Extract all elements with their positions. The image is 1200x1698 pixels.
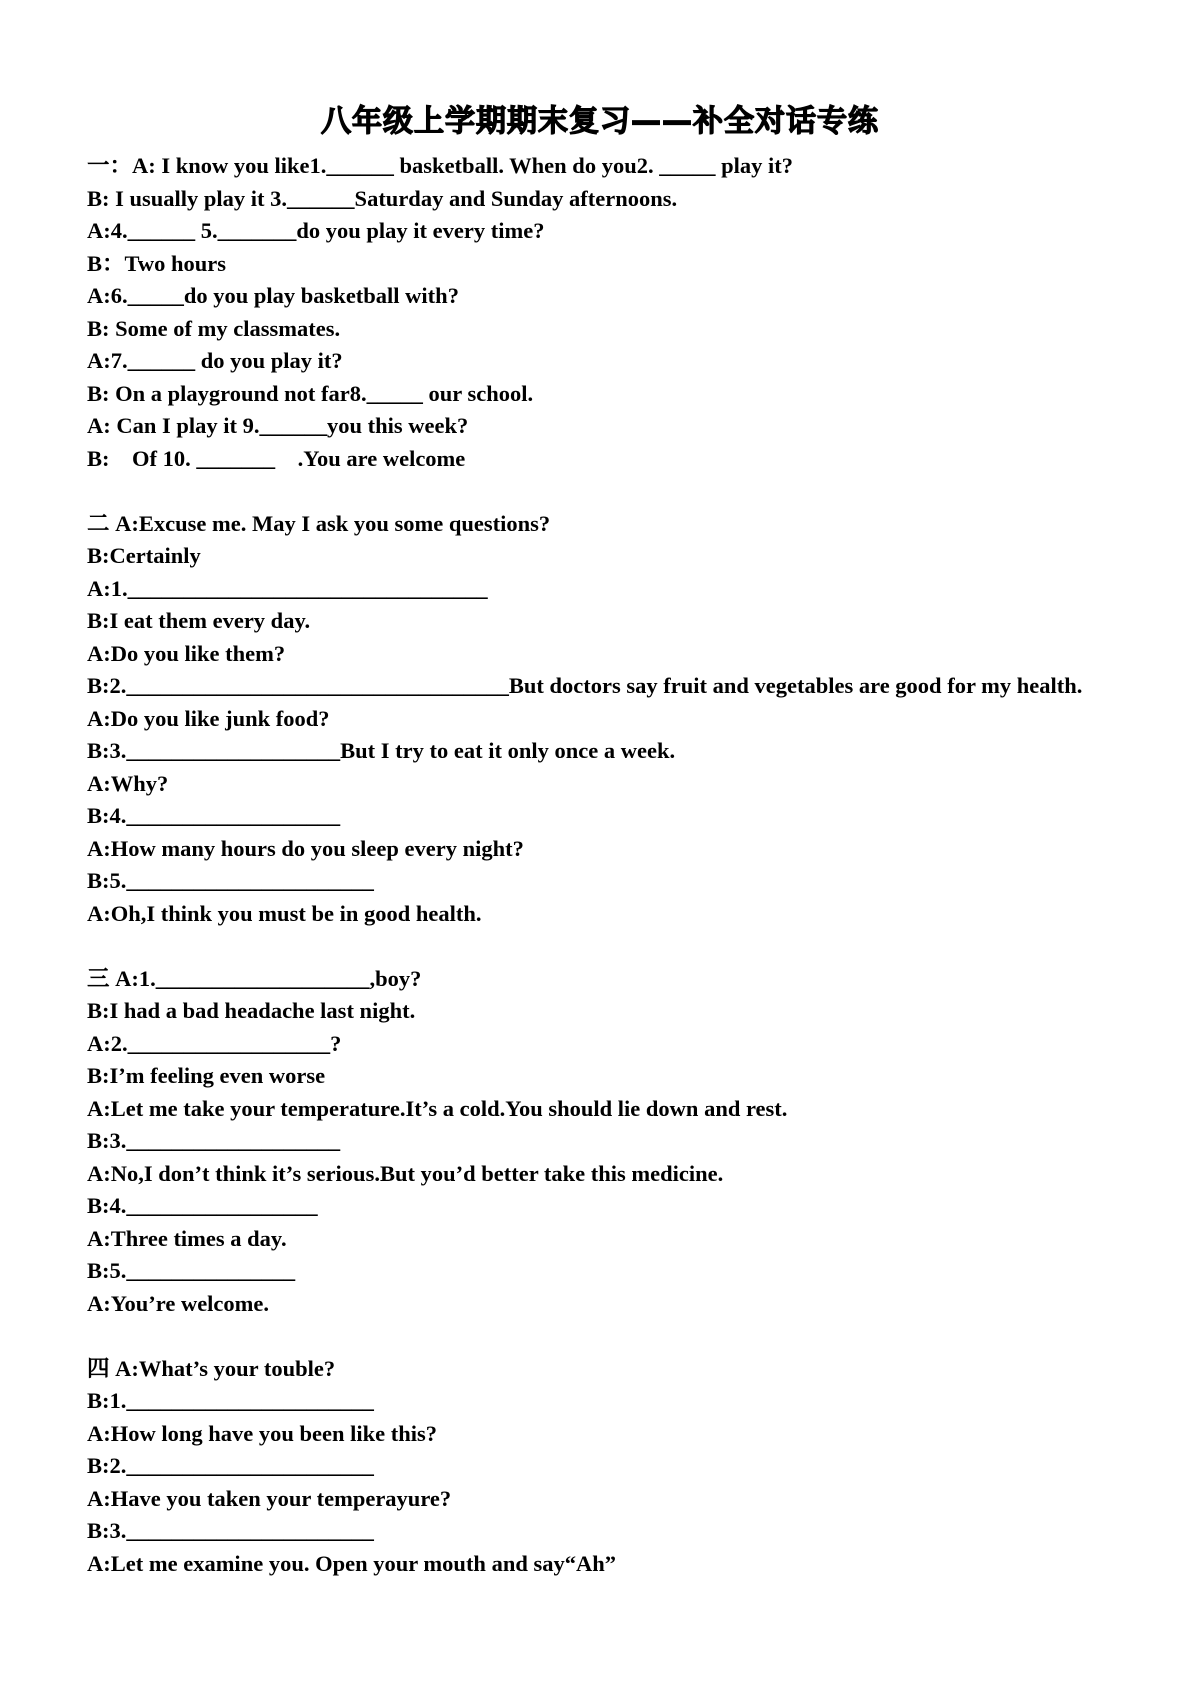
dialogue-line: B:I eat them every day. xyxy=(87,608,311,633)
dialogue-line: 四 A:What’s your touble? xyxy=(87,1355,336,1381)
dialogue-content xyxy=(87,150,1120,1580)
dialogue-line: A: Can I play it 9.______you this week? xyxy=(87,413,469,438)
dialogue-line: A:Let me examine you. Open your mouth and say“Ah” xyxy=(87,1550,616,1576)
dialogue-line: A:7.______ do you play it? xyxy=(87,348,343,373)
dialogue-line: B:2.__________________________________But doctors say fruit and vegetables are good for my health. xyxy=(87,673,1083,698)
dialogue-line: A:You’re welcome. xyxy=(87,1290,270,1316)
dialogue-line: B:5._______________ xyxy=(87,1258,296,1283)
dialogue-line: B: On a playground not far8._____ our school. xyxy=(87,380,534,406)
dialogue-section-3 xyxy=(87,963,1120,1321)
section-spacer xyxy=(87,1320,1120,1353)
dialogue-line: A:4.______ 5._______do you play it every time? xyxy=(87,218,545,243)
dialogue-line: A:1.________________________________ xyxy=(87,575,488,601)
dialogue-line: B: Of 10. _______ .You are welcome xyxy=(87,445,466,471)
dialogue-line: A:Oh,I think you must be in good health. xyxy=(87,900,482,926)
dialogue-line: B:3.___________________But I try to eat it only once a week. xyxy=(87,738,676,763)
dialogue-line: B:2.______________________ xyxy=(87,1453,374,1478)
dialogue-line: B:I had a bad headache last night. xyxy=(87,998,416,1023)
dialogue-line: A:Let me take your temperature.It’s a cold.You should lie down and rest. xyxy=(87,1095,788,1121)
dialogue-line: B：Two hours xyxy=(87,250,226,276)
dialogue-line: 二 A:Excuse me. May I ask you some questions? xyxy=(87,510,551,536)
dialogue-line: B:4._________________ xyxy=(87,1193,318,1218)
dialogue-line: B: I usually play it 3.______Saturday and Sunday afternoons. xyxy=(87,185,678,211)
dialogue-section-2 xyxy=(87,508,1120,931)
dialogue-line: B:Certainly xyxy=(87,543,201,568)
dialogue-line: B:3.___________________ xyxy=(87,1128,341,1153)
dialogue-section-1 xyxy=(87,150,1120,475)
dialogue-line: B: Some of my classmates. xyxy=(87,315,341,341)
section-spacer xyxy=(87,930,1120,963)
dialogue-line: A:How long have you been like this? xyxy=(87,1420,438,1446)
dialogue-line: A:6._____do you play basketball with? xyxy=(87,283,459,308)
dialogue-line: B:I’m feeling even worse xyxy=(87,1063,326,1088)
section-spacer xyxy=(87,475,1120,508)
page-title: 八年级上学期期末复习——补全对话专练 xyxy=(321,104,879,139)
dialogue-line: A:Have you taken your temperayure? xyxy=(87,1485,452,1511)
dialogue-line: A:Three times a day. xyxy=(87,1225,287,1251)
dialogue-line: 三 A:1.___________________,boy? xyxy=(87,965,422,991)
dialogue-line: B:5.______________________ xyxy=(87,868,374,893)
dialogue-line: A:Why? xyxy=(87,770,169,796)
dialogue-section-4 xyxy=(87,1353,1120,1581)
dialogue-line: A:Do you like them? xyxy=(87,640,286,666)
dialogue-line: A:Do you like junk food? xyxy=(87,705,330,731)
dialogue-line: B:1.______________________ xyxy=(87,1388,374,1413)
dialogue-line: B:3.______________________ xyxy=(87,1518,374,1543)
dialogue-line: B:4.___________________ xyxy=(87,803,341,828)
dialogue-line: A:No,I don’t think it’s serious.But you’d better take this medicine. xyxy=(87,1160,724,1186)
dialogue-line: A:How many hours do you sleep every night? xyxy=(87,835,524,861)
dialogue-line: 一：A: I know you like1.______ basketball. When do you2. _____ play it? xyxy=(87,153,793,178)
dialogue-line: A:2.__________________? xyxy=(87,1030,342,1056)
